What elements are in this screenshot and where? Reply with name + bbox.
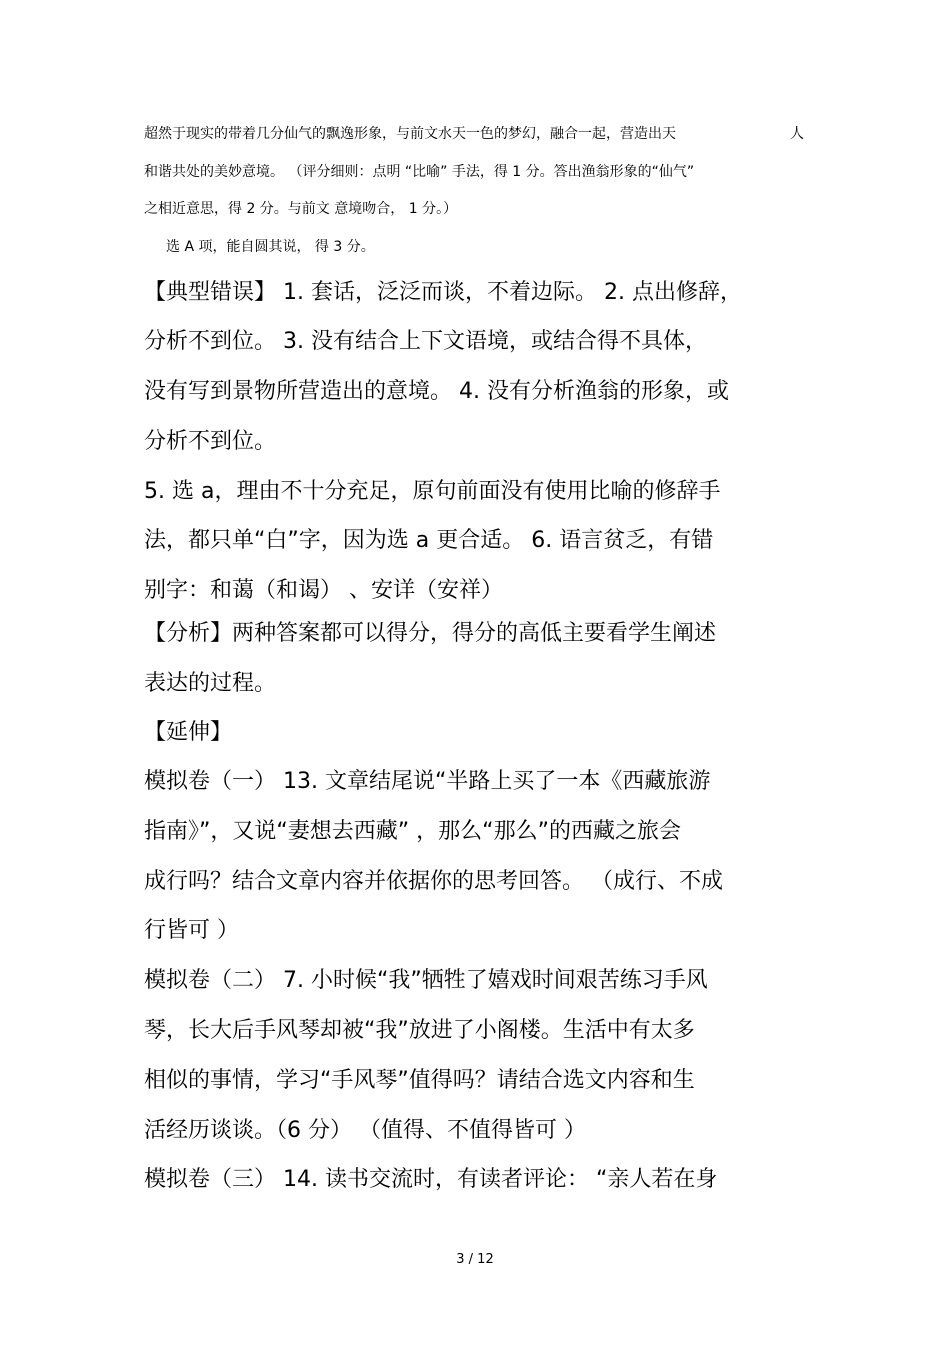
body-line: 分析不到位。 3. 没有结合上下文语境，或结合得不具体， (144, 329, 707, 354)
body-line: 别字：和蔼（和谒） 、安详（安祥） (144, 578, 503, 603)
note-right-char: 人 (790, 126, 804, 142)
body-line: 琴，长大后手风琴却被“我”放进了小阁楼。生活中有太多 (144, 1018, 695, 1043)
body-line: 模拟卷（一） 13. 文章结尾说“半路上买了一本《西藏旅游 (144, 769, 711, 794)
body-line: 模拟卷（三） 14. 读书交流时，有读者评论： “亲人若在身 (144, 1167, 718, 1192)
note-line: 和谐共处的美妙意境。 （评分细则：点明 “比喻” 手法，得 1 分。答出渔翁形象的“仙气” (144, 164, 695, 180)
body-line: 【分析】两种答案都可以得分，得分的高低主要看学生阐述 (144, 621, 717, 646)
page-number: 3 / 12 (456, 1252, 494, 1267)
note-line: 超然于现实的带着几分仙气的飘逸形象，与前文水天一色的梦幻，融合一起，营造出天 (144, 126, 676, 142)
body-line: 指南》”，又说“妻想去西藏” ，那么“那么”的西藏之旅会 (144, 819, 681, 844)
note-line: 之相近意思，得 2 分。与前文 意境吻合， 1 分。） (144, 201, 458, 217)
body-line: 分析不到位。 (144, 429, 277, 454)
body-line: 【典型错误】 1. 套话，泛泛而谈，不着边际。 2. 点出修辞， (144, 280, 742, 305)
body-line: 【延伸】 (144, 720, 233, 745)
body-line: 模拟卷（二） 7. 小时候“我”牺牲了嬉戏时间艰苦练习手风 (144, 968, 708, 993)
body-line: 成行吗？结合文章内容并依据你的思考回答。 （成行、不成 (144, 869, 723, 894)
note-line: 选 A 项，能自圆其说， 得 3 分。 (166, 239, 375, 255)
body-line: 没有写到景物所营造出的意境。 4. 没有分析渔翁的形象，或 (144, 379, 729, 404)
body-line: 表达的过程。 (144, 671, 277, 696)
body-line: 法，都只单“白”字，因为选 a 更合适。 6. 语言贫乏，有错 (144, 528, 714, 553)
body-line: 相似的事情，学习“手风琴”值得吗？请结合选文内容和生 (144, 1068, 695, 1093)
body-line: 活经历谈谈。（6 分） （值得、不值得皆可 ） (144, 1118, 586, 1143)
body-line: 5. 选 a，理由不十分充足，原句前面没有使用比喻的修辞手 (144, 479, 721, 504)
body-line: 行皆可 ） (144, 918, 239, 943)
